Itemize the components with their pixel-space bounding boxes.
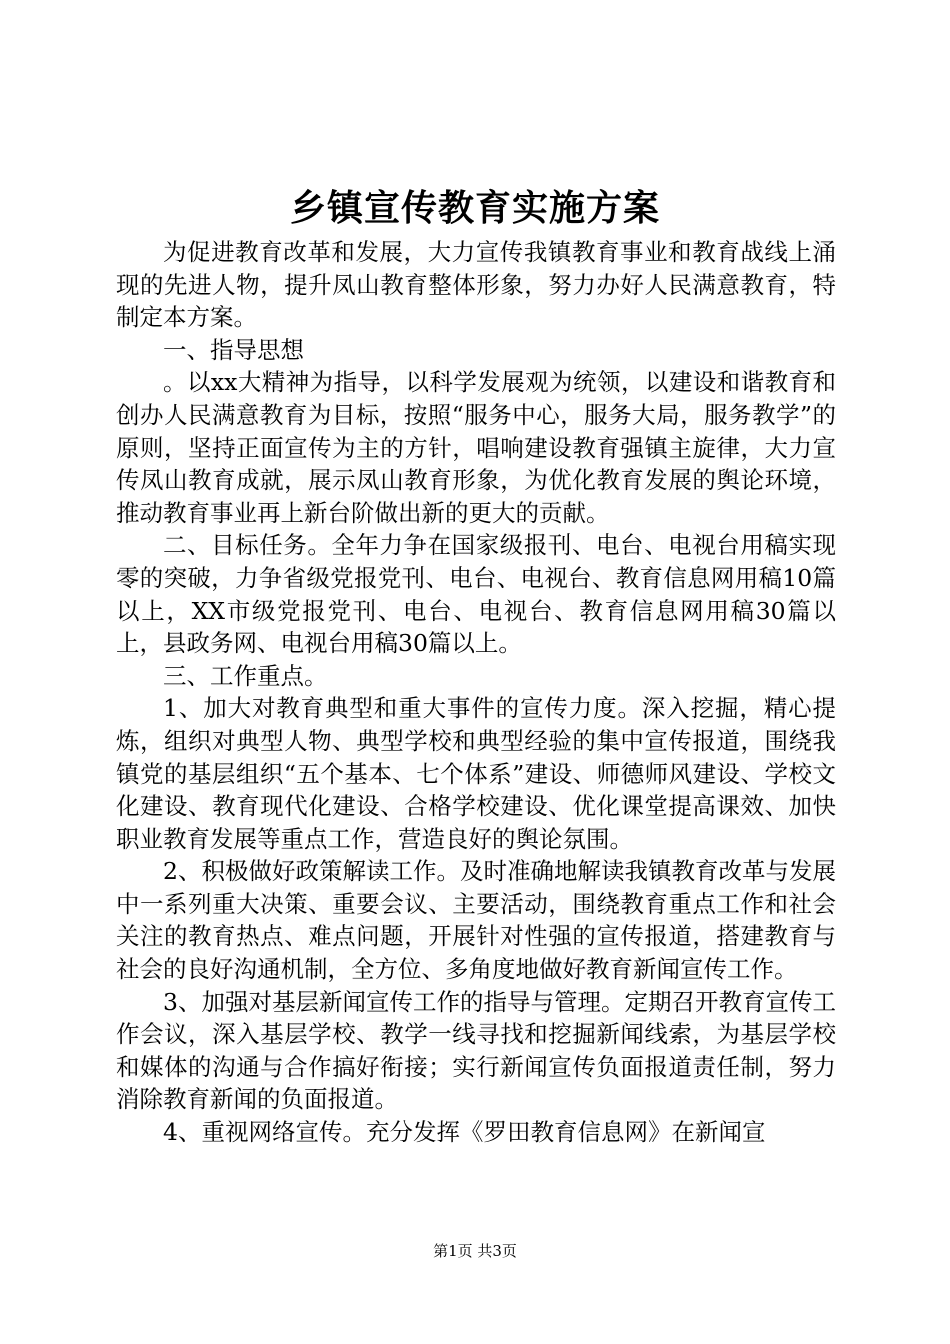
section-heading-guiding-thought: 一、指导思想 xyxy=(163,335,304,364)
document-body xyxy=(116,236,836,1149)
paragraph-focus-3: 3、加强对基层新闻宣传工作的指导与管理。定期召开教育宣传工作会议，深入基层学校、教学一线寻找和挖掘新闻线索，为基层学校和媒体的沟通与合作搞好衔接；实行新闻宣传负面报道责任制，努力消除教育新闻的负面报道。 xyxy=(116,987,836,1114)
paragraph-intro: 为促进教育改革和发展，大力宣传我镇教育事业和教育战线上涌现的先进人物，提升凤山教育整体形象，努力办好人民满意教育，特制定本方案。 xyxy=(116,238,836,332)
document-title: 乡镇宣传教育实施方案 xyxy=(289,187,660,229)
paragraph-focus-2: 2、积极做好政策解读工作。及时准确地解读我镇教育改革与发展中一系列重大决策、重要会议、主要活动，围绕教育重点工作和社会关注的教育热点、难点问题，开展针对性强的宣传报道，搭建教育与社会的良好沟通机制，全方位、多角度地做好教育新闻宣传工作。 xyxy=(116,857,836,984)
section-heading-work-focus: 三、工作重点。 xyxy=(163,661,328,690)
paragraph-focus-1: 1、加大对教育典型和重大事件的宣传力度。深入挖掘，精心提炼，组织对典型人物、典型学校和典型经验的集中宣传报道，围绕我镇党的基层组织“五个基本、七个体系”建设、师德师风建设、学校文化建设、教育现代化建设、合格学校建设、优化课堂提高课效、加快职业教育发展等重点工作，营造良好的舆论氛围。 xyxy=(116,694,836,853)
paragraph-focus-4: 4、重视网络宣传。充分发挥《罗田教育信息网》在新闻宣 xyxy=(163,1118,766,1147)
paragraph-guiding-thought: 。以xx大精神为指导，以科学发展观为统领，以建设和谐教育和创办人民满意教育为目标，按照“服务中心，服务大局，服务教学”的原则，坚持正面宣传为主的方针，唱响建设教育强镇主旋律，大力宣传凤山教育成就，展示凤山教育形象，为优化教育发展的舆论环境，推动教育事业再上新台阶做出新的更大的贡献。 xyxy=(116,368,836,527)
paragraph-goals: 二、目标任务。全年力争在国家级报刊、电台、电视台用稿实现零的突破，力争省级党报党刊、电台、电视台、教育信息网用稿10篇以上，XX市级党报党刊、电台、电视台、教育信息网用稿30篇以上，县政务网、电视台用稿30篇以上。 xyxy=(116,531,836,658)
page-footer: 第1页 共3页 xyxy=(433,1242,517,1260)
